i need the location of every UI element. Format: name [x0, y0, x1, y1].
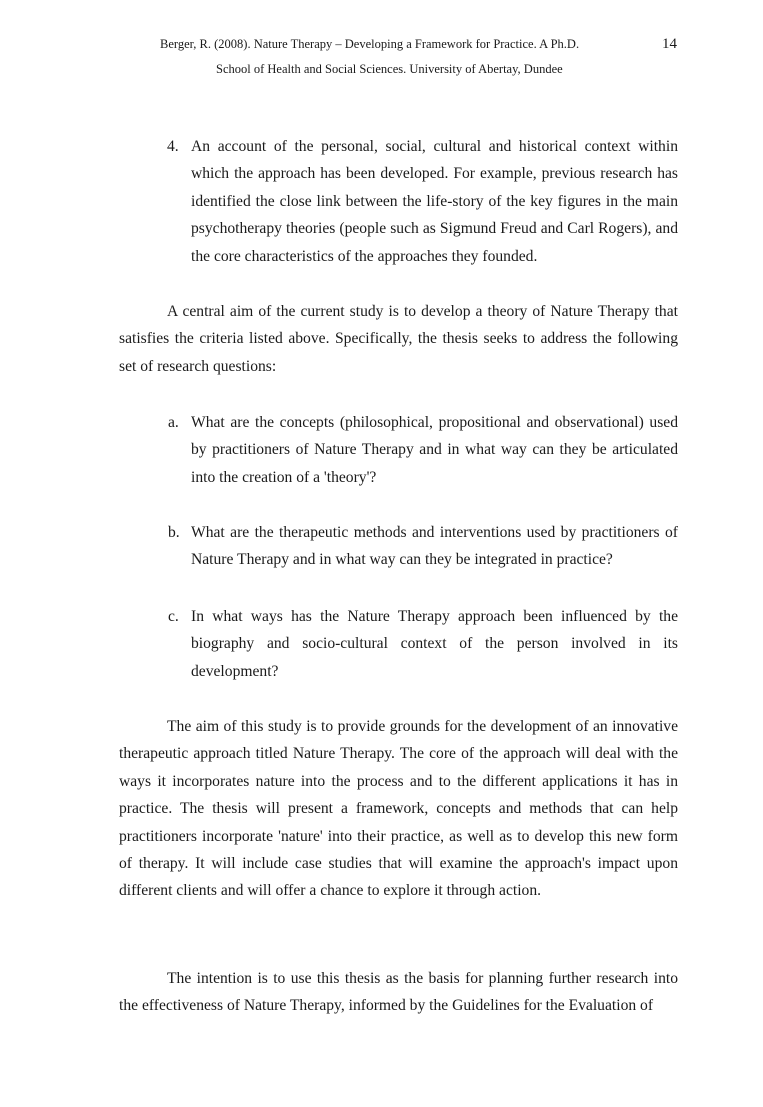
research-question: What are the therapeutic methods and interventions used by practitioners of Nature Therapy and in what way can they be integrated in practice? — [191, 524, 678, 569]
body-paragraph: A central aim of the current study is to develop a theory of Nature Therapy that satisfies the criteria listed above. Specifically, the thesis seeks to address the following set of research questions: — [119, 303, 678, 375]
running-header-institution: School of Health and Social Sciences. University of Abertay, Dundee — [216, 62, 563, 76]
research-question: What are the concepts (philosophical, propositional and observational) used by practitioners of Nature Therapy and in what way can they be articulated into the creation of a 'theory'? — [191, 414, 678, 486]
question-marker: b. — [168, 524, 180, 541]
body-paragraph: The aim of this study is to provide grounds for the development of an innovative therapeutic approach titled Nature Therapy. The core of the approach will deal with the ways it incorporates nature into the process and to the different applications it has in practice. The thesis will present a framework, concepts and methods that can help practitioners incorporate 'nature' into their practice, as well as to develop this new form of therapy. It will include case studies that will examine the approach's impact upon different clients and will offer a chance to explore it through action. — [119, 718, 678, 900]
running-header-citation: Berger, R. (2008). Nature Therapy – Developing a Framework for Practice. A Ph.D. — [160, 37, 580, 51]
list-item-marker: 4. — [167, 138, 179, 155]
page-number: 14 — [662, 36, 677, 52]
list-item-text: An account of the personal, social, cultural and historical context within which the approach has been developed. For example, previous research has identified the close link between the life-story of the key figures in the main psychotherapy theories (people such as Sigmund Freud and Carl Rogers), and the core characteristics of the approaches they founded. — [191, 138, 678, 265]
body-paragraph: The intention is to use this thesis as the basis for planning further research into the effectiveness of Nature Therapy, informed by the Guidelines for the Evaluation of — [119, 970, 678, 1015]
question-marker: a. — [168, 414, 179, 431]
question-marker: c. — [168, 608, 179, 625]
research-question: In what ways has the Nature Therapy approach been influenced by the biography and socio-cultural context of the person involved in its development? — [191, 608, 678, 680]
